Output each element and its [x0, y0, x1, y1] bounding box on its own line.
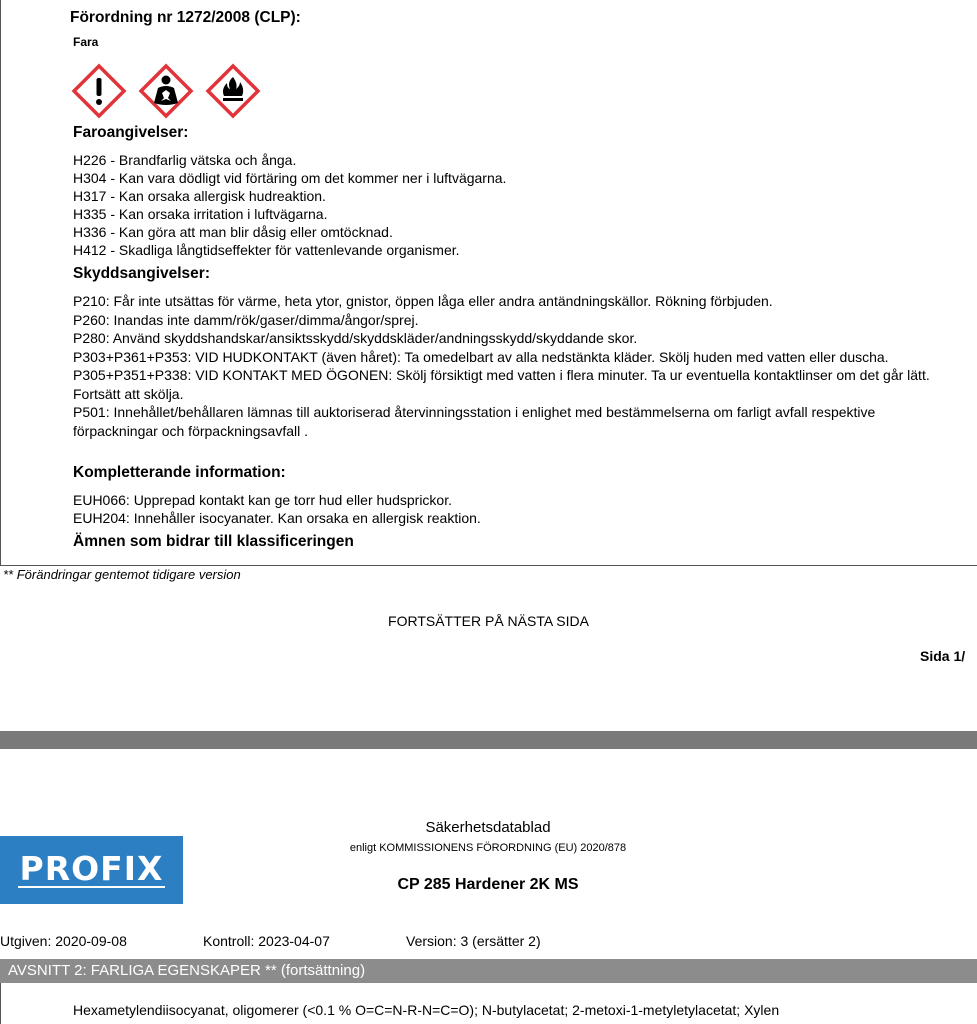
- signal-word: Fara: [73, 35, 99, 49]
- page-number: Sida 1/: [920, 648, 966, 664]
- issued-date: Utgiven: 2020-09-08: [0, 933, 127, 949]
- hazard-statement: H226 - Brandfarlig vätska och ånga.: [73, 152, 297, 168]
- checked-date: Kontroll: 2023-04-07: [203, 933, 330, 949]
- classification-heading: Ämnen som bidrar till klassificeringen: [73, 533, 354, 550]
- precaution-statement: P303+P361+P353: VID HUDKONTAKT (även håret): Ta omedelbart av alla nedstänkta kläder. Skölj huden med vatten eller duscha.: [73, 348, 889, 365]
- continues-note: FORTSÄTTER PÅ NÄSTA SIDA: [388, 613, 589, 629]
- precaution-statement-list: [73, 292, 953, 440]
- precaution-statement: P501: Innehållet/behållaren lämnas till auktoriserad återvinningsstation i enlighet med bestämmelserna om farligt avfall respektive förpackningar och förpackningsavfall .: [73, 404, 876, 439]
- supplementary-statement: EUH204: Innehåller isocyanater. Kan orsaka en allergisk reaktion.: [73, 510, 481, 526]
- precaution-statement: P305+P351+P338: VID KONTAKT MED ÖGONEN: Skölj försiktigt med vatten i flera minuter. Ta ur eventuella kontaktlinser om det går lätt. Fortsätt att skölja.: [73, 367, 930, 402]
- precaution-statement: P210: Får inte utsättas för värme, heta ytor, gnistor, öppen låga eller andra antändningskällor. Rökning förbjuden.: [73, 293, 773, 309]
- health-hazard-icon: [138, 63, 194, 119]
- supplementary-heading: Kompletterande information:: [73, 464, 286, 481]
- supplementary-statement-list: [73, 491, 481, 527]
- logo-text: PROFIX: [19, 849, 164, 888]
- precaution-statement: P280: Använd skyddshandskar/ansiktsskydd/skyddskläder/andningsskydd/skyddande skor.: [73, 330, 638, 346]
- page-divider: [0, 731, 977, 749]
- hazard-statement: H335 - Kan orsaka irritation i luftvägarna.: [73, 206, 328, 222]
- section-2-title: AVSNITT 2: FARLIGA EGENSKAPER ** (fortsättning): [0, 959, 977, 983]
- flame-icon: [205, 63, 261, 119]
- changes-note: ** Förändringar gentemot tidigare version: [3, 567, 241, 582]
- precaution-heading: Skyddsangivelser:: [73, 265, 210, 282]
- supplementary-statement: EUH066: Upprepad kontakt kan ge torr hud eller hudsprickor.: [73, 492, 452, 508]
- classification-components: Hexametylendiisocyanat, oligomerer (<0.1 % O=C=N-R-N=C=O); N-butylacetat; 2-metoxi-1-metyletylacetat; Xylen: [73, 1002, 780, 1018]
- exclamation-mark-icon: [71, 63, 127, 119]
- profix-logo: [0, 836, 183, 904]
- regulation-reference: enligt KOMMISSIONENS FÖRORDNING (EU) 2020/878: [349, 842, 627, 854]
- hazard-statement: H317 - Kan orsaka allergisk hudreaktion.: [73, 188, 326, 204]
- hazard-statement-list: [73, 151, 506, 259]
- version-info: Version: 3 (ersätter 2): [406, 933, 541, 949]
- hazard-statement: H412 - Skadliga långtidseffekter för vattenlevande organismer.: [73, 242, 460, 258]
- hazard-statement: H304 - Kan vara dödligt vid förtäring om det kommer ner i luftvägarna.: [73, 170, 507, 186]
- product-name: CP 285 Hardener 2K MS: [397, 876, 579, 893]
- hazard-statement: H336 - Kan göra att man blir dåsig eller omtöcknad.: [73, 224, 393, 240]
- clp-regulation-title: Förordning nr 1272/2008 (CLP):: [70, 9, 301, 26]
- precaution-statement: P260: Inandas inte damm/rök/gaser/dimma/ångor/sprej.: [73, 311, 419, 328]
- doc-type: Säkerhetsdatablad: [425, 819, 551, 836]
- hazard-heading: Faroangivelser:: [73, 124, 189, 141]
